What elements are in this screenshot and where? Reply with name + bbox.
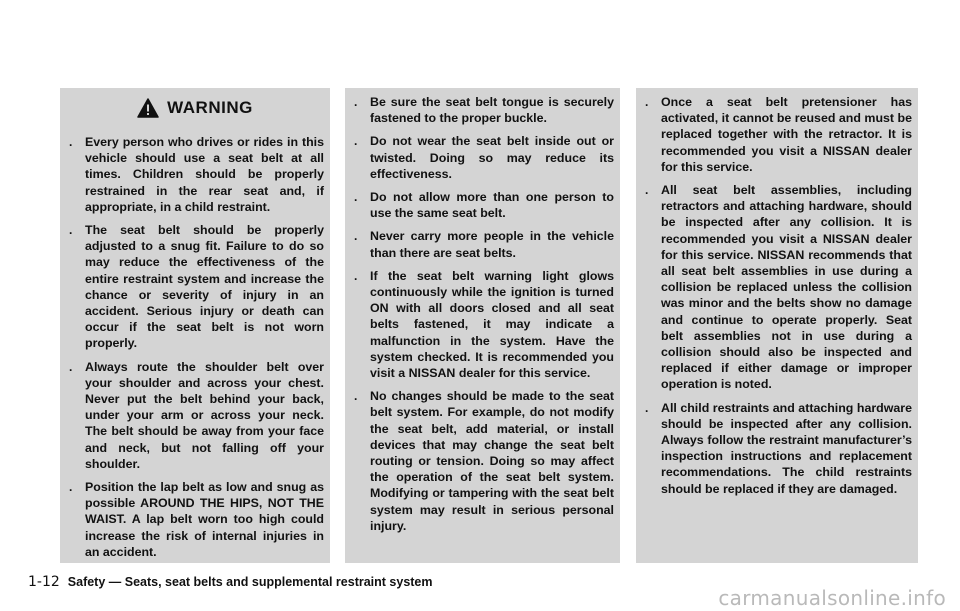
page-footer xyxy=(28,574,433,590)
list-item xyxy=(345,94,614,126)
list-item-text: Do not wear the seat belt inside out or twisted. Doing so may reduce its effectiveness. xyxy=(370,134,614,181)
warning-title: WARNING xyxy=(167,98,253,117)
watermark: carmanualsonline.info xyxy=(718,586,946,610)
warning-panel-column-3 xyxy=(636,88,918,563)
list-item xyxy=(345,268,614,381)
bullet: . xyxy=(645,183,649,198)
list-item xyxy=(636,400,912,497)
warning-header xyxy=(60,88,330,128)
bullet: . xyxy=(69,135,73,149)
warning-panel-column-1 xyxy=(60,88,330,563)
list-item-text: Always route the shoulder belt over your shoulder and across your chest. Never put the belt behind your back, under your arm or across your neck. The belt should be away from your face and neck, but not falling off your shoulder. xyxy=(85,359,324,471)
warning-panel-column-2 xyxy=(345,88,620,563)
list-item-text: If the seat belt warning light glows continuously while the ignition is turned ON with all doors closed and all seat belts fastened, it may indicate a malfunction in the system. Have the system checked. It is recommended you visit a NISSAN dealer for this service. xyxy=(370,268,614,381)
list-item xyxy=(60,479,324,560)
warning-list-3 xyxy=(636,88,918,497)
warning-list-1 xyxy=(60,128,330,560)
list-item-text: Every person who drives or rides in this vehicle should use a seat belt at all times. Children should be properly restrained in the rear seat and, if appropriate, in a child restraint. xyxy=(85,135,324,214)
bullet: . xyxy=(354,134,358,149)
list-item-text: Never carry more people in the vehicle than there are seat belts. xyxy=(370,229,614,260)
list-item-text: The seat belt should be properly adjusted to a snug fit. Failure to do so may reduce the effectiveness of the entire restraint system and increase the chance or severity of injury in an accident. Serious injury or death can occur if the seat belt is not worn properly. xyxy=(85,223,324,351)
warning-list-2 xyxy=(345,88,620,534)
list-item-text: Be sure the seat belt tongue is securely fastened to the proper buckle. xyxy=(370,95,614,126)
page-number: 1-12 xyxy=(28,574,60,590)
list-item xyxy=(636,94,912,175)
bullet: . xyxy=(69,480,73,495)
list-item-text: Position the lap belt as low and snug as possible AROUND THE HIPS, NOT THE WAIST. A lap belt worn too high could increase the risk of internal injuries in an accident. xyxy=(85,480,324,559)
bullet: . xyxy=(69,359,73,374)
list-item xyxy=(345,228,614,260)
list-item xyxy=(345,133,614,182)
bullet: . xyxy=(354,268,358,283)
bullet: . xyxy=(645,400,649,415)
list-item xyxy=(60,359,324,472)
list-item xyxy=(345,189,614,221)
list-item xyxy=(60,134,324,215)
warning-triangle-icon xyxy=(137,98,159,118)
bullet: . xyxy=(645,95,649,109)
bullet: . xyxy=(354,389,358,404)
list-item xyxy=(345,388,614,534)
list-item-text: Do not allow more than one person to use the same seat belt. xyxy=(370,190,614,221)
bullet: . xyxy=(354,190,358,205)
list-item xyxy=(60,222,324,352)
bullet: . xyxy=(69,223,73,238)
list-item-text: No changes should be made to the seat belt system. For example, do not modify the seat belt, add material, or install devices that may change the seat belt routing or tension. Doing so may affect the operation of the seat belt system. Modifying or tampering with the seat belt system may result in serious personal injury. xyxy=(370,389,614,533)
list-item-text: Once a seat belt pretensioner has activated, it cannot be reused and must be replaced together with the retractor. It is recommended you visit a NISSAN dealer for this service. xyxy=(661,95,912,174)
list-item-text: All seat belt assemblies, including retractors and attaching hardware, should be inspected after any collision. It is recommended you visit a NISSAN dealer for this service. NISSAN recommends that all seat belt assemblies in use during a collision be replaced unless the collision was minor and the belts show no damage and continue to operate properly. Seat belt assemblies not in use during a collision should also be inspected and replaced if either damage or improper operation is noted. xyxy=(661,183,912,392)
section-title: Safety — Seats, seat belts and supplemental restraint system xyxy=(67,575,433,589)
list-item-text: All child restraints and attaching hardware should be inspected after any collision. Always follow the restraint manufacturer’s inspection instructions and replacement recommendations. The child restraints should be replaced if they are damaged. xyxy=(661,400,912,496)
list-item xyxy=(636,182,912,393)
bullet: . xyxy=(354,229,358,244)
bullet: . xyxy=(354,95,358,109)
